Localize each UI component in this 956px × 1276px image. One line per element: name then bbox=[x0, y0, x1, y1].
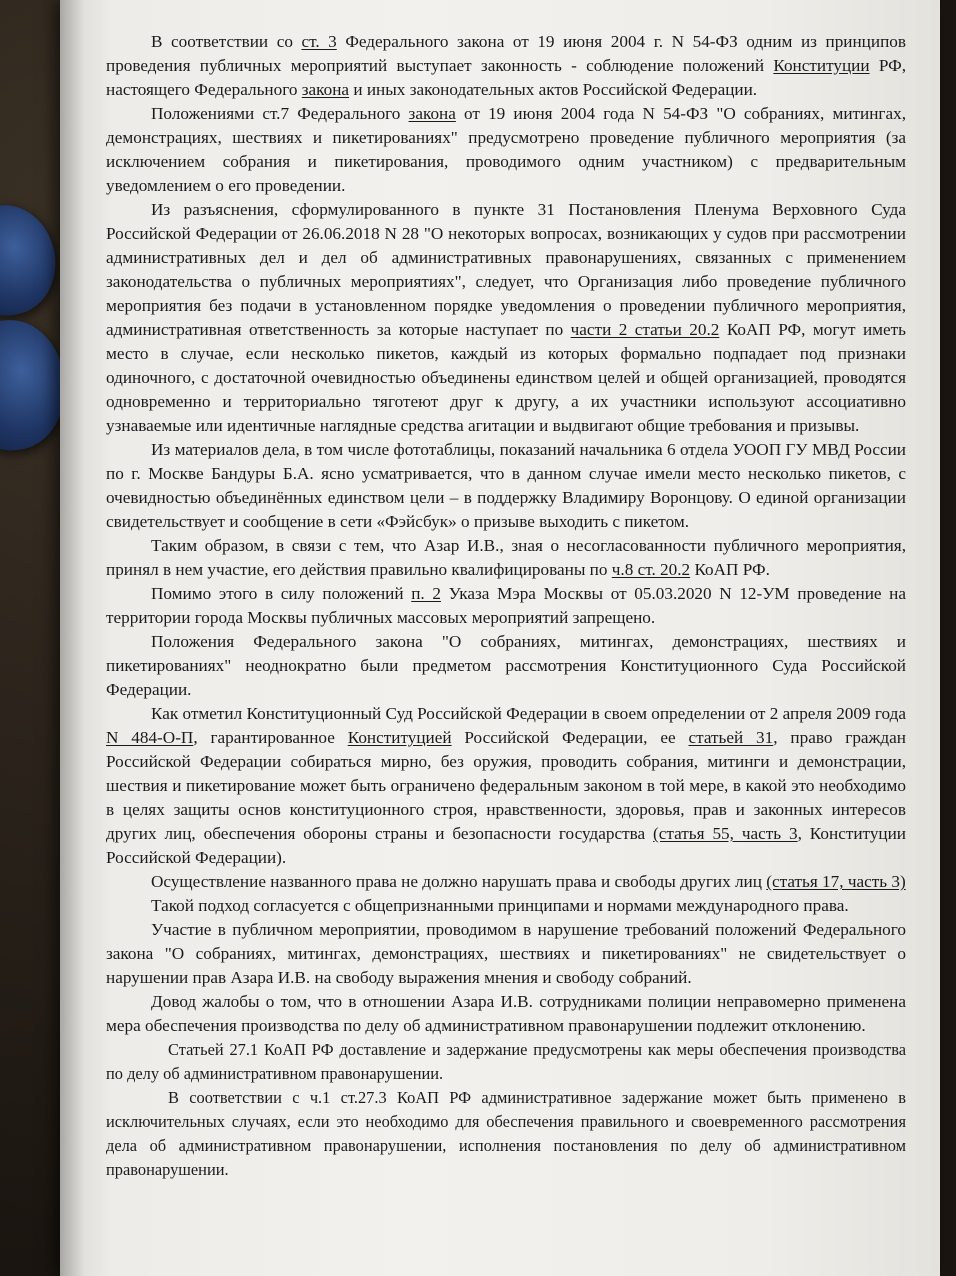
paragraph bbox=[106, 102, 906, 198]
legal-reference-link[interactable]: Конституцией bbox=[347, 728, 452, 747]
text-run: КоАП РФ. bbox=[690, 560, 770, 579]
legal-reference-link[interactable]: п. 2 bbox=[411, 584, 441, 603]
legal-reference-link[interactable]: Конституции bbox=[773, 56, 870, 75]
legal-reference-link[interactable]: N 484-О-П bbox=[106, 728, 194, 747]
paragraph bbox=[106, 582, 906, 630]
legal-reference-link[interactable]: закона bbox=[408, 104, 456, 123]
legal-reference-link[interactable]: части 2 статьи 20.2 bbox=[570, 320, 720, 339]
document-body bbox=[106, 30, 906, 1182]
text-run: от 19 июня 2004 года N 54-ФЗ "О собраниях, митингах, демонстрациях, шествиях и пикетированиях" предусмотрено проведение публичного мероприятия (за исключением собрания и пикетирования, проводимого одним участником) с предварительным уведомлением о его проведении. bbox=[106, 104, 906, 195]
paragraph bbox=[106, 534, 906, 582]
text-run: Таким образом, в связи с тем, что Азар И.В., зная о несогласованности публичного мероприятия, принял в нем участие, его действия правильно квалифицированы по bbox=[106, 536, 906, 579]
text-run: РФ, настоящего Федерального bbox=[106, 56, 906, 99]
legal-reference-link[interactable]: ч.8 ст. 20.2 bbox=[611, 560, 691, 579]
text-run: и иных законодательных актов Российской Федерации. bbox=[349, 80, 758, 99]
text-run: Как отметил Конституционный Суд Российской Федерации в своем определении от 2 апреля 2009 года bbox=[151, 704, 906, 723]
paragraph bbox=[106, 30, 906, 102]
paragraph bbox=[106, 198, 906, 438]
text-run: КоАП РФ, могут иметь место в случае, если несколько пикетов, каждый из которых формально подпадает под признаки одиночного, с достаточной очевидностью объединены единством целей и общей организацией, проводятся одновременно и территориально тяготеют друг к другу, а их участники используют ассоциативно узнаваемые или идентичные наглядные средства агитации и выдвигают общие требования и призывы. bbox=[106, 320, 907, 435]
text-run: Положениями ст.7 Федерального bbox=[151, 104, 409, 123]
paragraph bbox=[106, 990, 906, 1038]
legal-reference-link[interactable]: закона bbox=[301, 80, 350, 99]
text-run: Из разъяснения, сформулированного в пункте 31 Постановления Пленума Верховного Суда Российской Федерации от 26.06.2018 N 28 "О некоторых вопросах, возникающих у судов при рассмотрении административных дел и дел об административных правонарушениях, связанных с применением законодательства о публичных мероприятиях", следует, что Организация либо проведение публичного мероприятия без подачи в установленном порядке уведомления о проведении публичного мероприятия, административная ответственность за которые наступает по bbox=[106, 200, 906, 339]
paragraph bbox=[106, 1038, 906, 1086]
text-run: Помимо этого в силу положений bbox=[151, 584, 412, 603]
text-run: , гарантированное bbox=[193, 728, 348, 747]
paragraph bbox=[106, 630, 906, 702]
text-run: Из материалов дела, в том числе фототаблицы, показаний начальника 6 отдела УООП ГУ МВД России по г. Москве Бандуры Б.А. ясно усматривается, что в данном случае имели место несколько пикетов, с очевидностью объединённых единством цели – в поддержку Владимиру Воронцову. О единой организации свидетельствует и сообщение в сети «Фэйсбук» о призыве выходить с пикетом. bbox=[106, 440, 906, 531]
legal-reference-link[interactable]: статьей 31 bbox=[688, 728, 774, 747]
text-run: , право граждан Российской Федерации собираться мирно, без оружия, проводить собрания, митинги и демонстрации, шествия и пикетирование может быть ограничено федеральным законом в той мере, в какой это необходимо в целях защиты основ конституционного строя, нравственности, здоровья, прав и законных интересов других лиц, обеспечения обороны страны и безопасности государства bbox=[106, 728, 906, 843]
text-run: Статьей 27.1 КоАП РФ доставление и задержание предусмотрены как меры обеспечения производства по делу об административном правонарушении. bbox=[106, 1040, 906, 1083]
paragraph bbox=[106, 870, 906, 894]
text-run: Российской Федерации, ее bbox=[451, 728, 689, 747]
paragraph bbox=[106, 894, 906, 918]
legal-reference-link[interactable]: ст. 3 bbox=[301, 32, 337, 51]
legal-reference-link[interactable]: (статья 17, часть 3) bbox=[766, 872, 906, 891]
document-page bbox=[60, 0, 940, 1276]
text-run: Довод жалобы о том, что в отношении Азара И.В. сотрудниками полиции неправомерно применена мера обеспечения производства по делу об административном правонарушении подлежит отклонению. bbox=[106, 992, 906, 1035]
legal-reference-link[interactable]: (статья 55, часть 3 bbox=[653, 824, 798, 843]
paragraph bbox=[106, 918, 906, 990]
paragraph bbox=[106, 1086, 906, 1182]
text-run: Федерального закона от 19 июня 2004 г. N 54-ФЗ одним из принципов проведения публичных мероприятий выступает законность - соблюдение положений bbox=[106, 32, 906, 75]
text-run: , Конституции Российской Федерации). bbox=[106, 824, 907, 867]
paragraph bbox=[106, 702, 906, 870]
text-run: Такой подход согласуется с общепризнанными принципами и нормами международного права. bbox=[151, 896, 849, 915]
text-run: В соответствии с ч.1 ст.27.3 КоАП РФ административное задержание может быть применено в исключительных случаях, если это необходимо для обеспечения правильного и своевременного рассмотрения дела об административном правонарушении, исполнения постановления по делу об административном правонарушении. bbox=[106, 1088, 906, 1179]
text-run: Указа Мэра Москвы от 05.03.2020 N 12-УМ проведение на территории города Москвы публичных массовых мероприятий запрещено. bbox=[106, 584, 907, 627]
text-run: В соответствии со bbox=[151, 32, 302, 51]
text-run: Осуществление названного права не должно нарушать права и свободы других лиц bbox=[151, 872, 767, 891]
text-run: Участие в публичном мероприятии, проводимом в нарушение требований положений Федерального закона "О собраниях, митингах, демонстрациях, шествиях и пикетированиях" не свидетельствует о нарушении прав Азара И.В. на свободу выражения мнения и свободу собраний. bbox=[106, 920, 906, 987]
text-run: Положения Федерального закона "О собраниях, митингах, демонстрациях, шествиях и пикетированиях" неоднократно были предметом рассмотрения Конституционного Суда Российской Федерации. bbox=[106, 632, 906, 699]
paragraph bbox=[106, 438, 906, 534]
